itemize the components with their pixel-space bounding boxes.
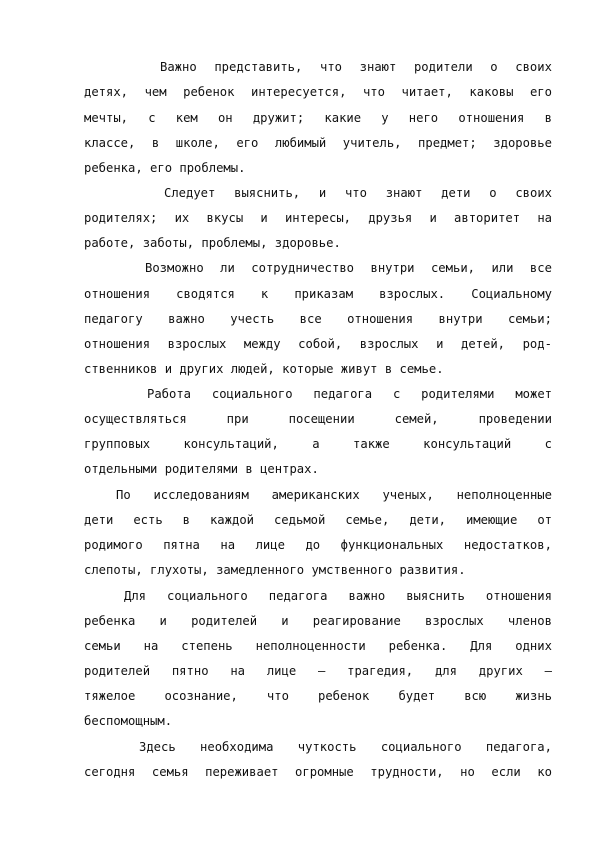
text-line: Важно представить, что знают родители о своих <box>160 60 552 74</box>
text-line: родителях; их вкусы и интересы, друзья и авторитет на <box>84 211 552 225</box>
text-line: осуществляться при посещении семей, проведении <box>84 412 552 426</box>
text-line: работе, заботы, проблемы, здоровье. <box>84 236 341 250</box>
text-line: Для социального педагога важно выяснить отношения <box>124 589 552 603</box>
text-line: ребенка, его проблемы. <box>84 161 246 175</box>
text-line: родимого пятна на лице до функциональных недостатков, <box>84 538 552 552</box>
text-line: ребенка и родителей и реагирование взрослых членов <box>84 614 552 628</box>
text-line: слепоты, глухоты, замедленного умственного развития. <box>84 563 466 577</box>
text-line: отдельными родителями в центрах. <box>84 462 319 476</box>
text-line: ственников и других людей, которые живут в семье. <box>84 362 444 376</box>
text-line: тяжелое осознание, что ребенок будет всю жизнь <box>84 689 552 703</box>
text-line: дети есть в каждой седьмой семье, дети, имеющие от <box>84 513 552 527</box>
text-line: По исследованиям американских ученых, неполноценные <box>116 488 552 502</box>
text-line: Здесь необходима чуткость социального педагога, <box>139 740 552 754</box>
text-line: Возможно ли сотрудничество внутри семьи, или все <box>145 261 552 275</box>
text-line: педагогу важно учесть все отношения внутри семьи; <box>84 312 552 326</box>
text-line: детях, чем ребенок интересуется, что читает, каковы его <box>84 85 552 99</box>
text-line: Работа социального педагога с родителями может <box>147 387 552 401</box>
text-line: Следует выяснить, и что знают дети о своих <box>164 186 552 200</box>
text-line: сегодня семья переживает огромные трудности, но если ко <box>84 765 552 779</box>
text-line: классе, в школе, его любимый учитель, предмет; здоровье <box>84 136 552 150</box>
text-line: родителей пятно на лице — трагедия, для других — <box>84 664 552 678</box>
text-line: отношения взрослых между собой, взрослых и детей, род- <box>84 337 552 351</box>
text-line: семьи на степень неполноценности ребенка. Для одних <box>84 639 552 653</box>
text-line: отношения сводятся к приказам взрослых. Социальному <box>84 287 552 301</box>
text-line: беспомощным. <box>84 714 173 728</box>
text-line: групповых консультаций, а также консультаций с <box>84 437 552 451</box>
text-line: мечты, с кем он дружит; какие у него отношения в <box>84 111 552 125</box>
